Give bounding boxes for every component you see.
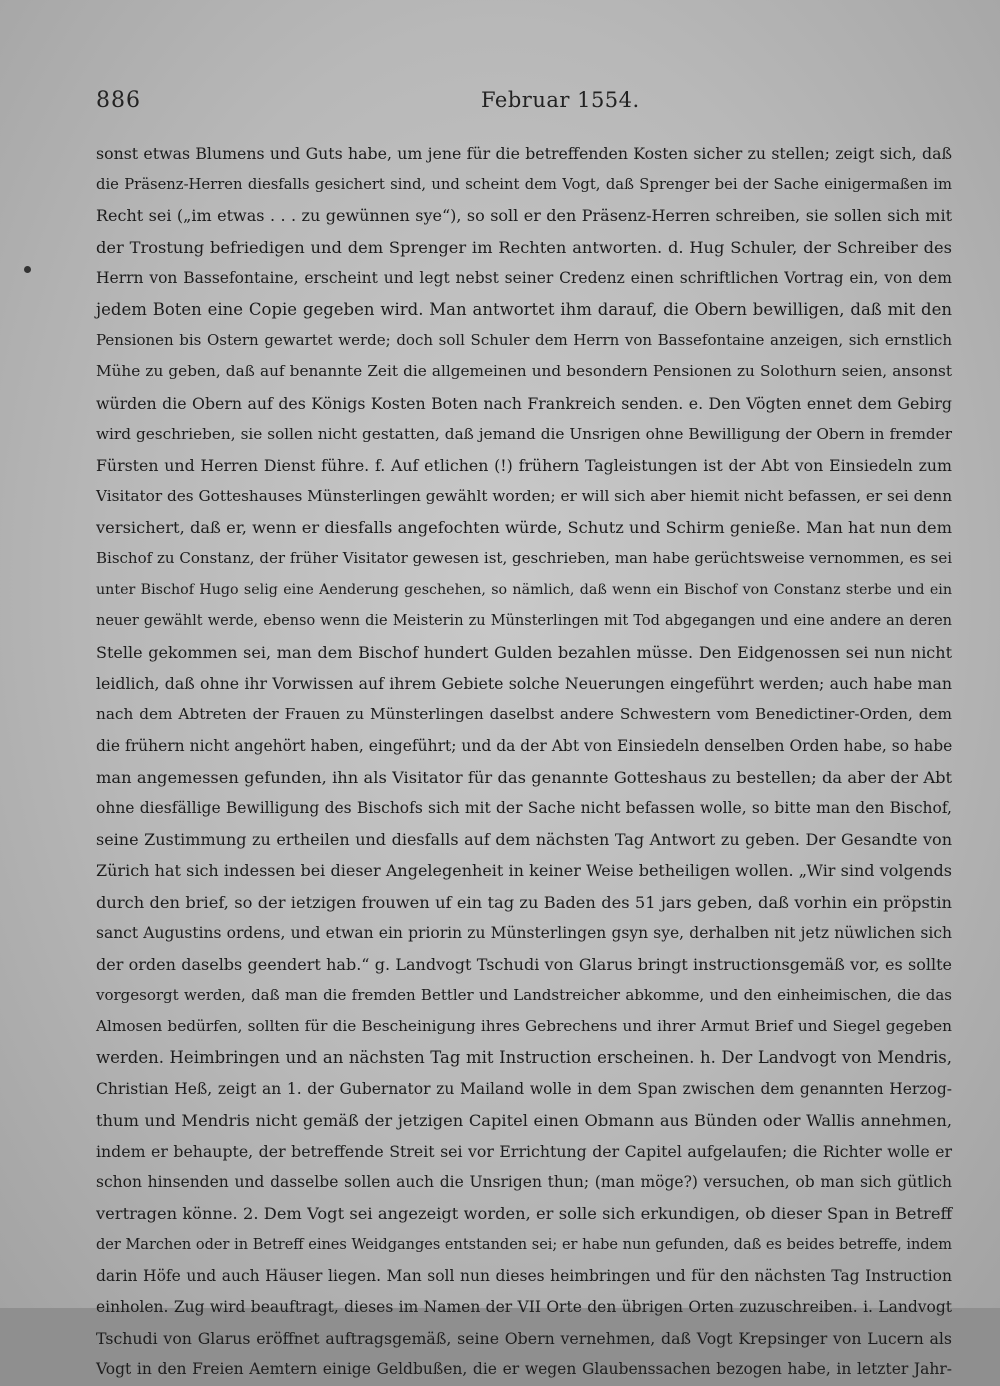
text-line: der Trostung befriedigen und dem Sprenger im Rechten antworten. d. Hug Schuler, der Schreiber des (96, 237, 952, 257)
text-line: sonst etwas Blumens und Guts habe, um jene für die betreffenden Kosten sicher zu stellen; zeigt sich, daß (96, 144, 952, 163)
text-line: wird geschrieben, sie sollen nicht gestatten, daß jemand die Unsrigen ohne Bewilligung der Obern in fremder (96, 424, 952, 443)
text-line: Visitator des Gotteshauses Münsterlingen gewählt worden; er will sich aber hiemit nicht befassen, er sei denn (96, 487, 953, 506)
text-line: indem er behaupte, der betreffende Streit sei vor Errichtung der Capitel aufgelaufen; die Richter wolle er (96, 1142, 952, 1161)
body-text (96, 138, 952, 1386)
text-line: würden die Obern auf des Königs Kosten Boten nach Frankreich senden. e. Den Vögten ennet dem Gebirg (96, 393, 952, 413)
text-line: der Marchen oder in Betreff eines Weidganges entstanden sei; er habe nun gefunden, daß es beides betreffe, indem (96, 1236, 952, 1253)
text-line: schon hinsenden und dasselbe sollen auch die Unsrigen thun; (man möge?) versuchen, ob man sich gütlich (96, 1173, 952, 1192)
text-line: jedem Boten eine Copie gegeben wird. Man antwortet ihm darauf, die Obern bewilligen, daß mit den (96, 299, 952, 319)
text-line: Fürsten und Herren Dienst führe. f. Auf etlichen (!) frühern Tagleistungen ist der Abt von Einsiedeln zum (96, 455, 952, 475)
text-line: werden. Heimbringen und an nächsten Tag mit Instruction erscheinen. h. Der Landvogt von Mendris, (96, 1048, 952, 1068)
text-line: Vogt in den Freien Aemtern einige Geldbußen, die er wegen Glaubenssachen bezogen habe, in letzter Jahr- (96, 1360, 952, 1379)
running-head: Februar 1554. (481, 88, 640, 112)
text-line: versichert, daß er, wenn er diesfalls angefochten würde, Schutz und Schirm genieße. Man hat nun dem (96, 518, 952, 538)
text-line: Stelle gekommen sei, man dem Bischof hundert Gulden bezahlen müsse. Den Eidgenossen sei nun nicht (96, 643, 952, 662)
text-line: leidlich, daß ohne ihr Vorwissen auf ihrem Gebiete solche Neuerungen eingeführt werden; auch habe man (96, 674, 952, 694)
margin-mark (24, 266, 31, 273)
text-line: durch den brief, so der ietzigen frouwen uf ein tag zu Baden des 51 jars geben, daß vorhin ein pröpstin (96, 892, 952, 912)
text-line: thum und Mendris nicht gemäß der jetzigen Capitel einen Obmann aus Bünden oder Wallis annehmen, (96, 1110, 952, 1130)
text-line: einholen. Zug wird beauftragt, dieses im Namen der VII Orte den übrigen Orten zuzuschreiben. i. Landvogt (96, 1297, 952, 1316)
page-header (96, 88, 948, 118)
text-line: die frühern nicht angehört haben, eingeführt; und da der Abt von Einsiedeln denselben Orden habe, so habe (96, 736, 953, 755)
text-line: unter Bischof Hugo selig eine Aenderung geschehen, so nämlich, daß wenn ein Bischof von Constanz sterbe und ein (96, 581, 952, 598)
text-line: seine Zustimmung zu ertheilen und diesfalls auf dem nächsten Tag Antwort zu geben. Der Gesandte von (96, 830, 952, 850)
text-line: die Präsenz-Herren diesfalls gesichert sind, und scheint dem Vogt, daß Sprenger bei der Sache einigermaßen im (96, 176, 952, 194)
text-line: darin Höfe und auch Häuser liegen. Man soll nun dieses heimbringen und für den nächsten Tag Instruction (96, 1266, 952, 1285)
text-line: Bischof zu Constanz, der früher Visitator gewesen ist, geschrieben, man habe gerüchtsweise vernommen, es sei (96, 549, 952, 568)
text-line: vorgesorgt werden, daß man die fremden Bettler und Landstreicher abkomme, und den einheimischen, die das (96, 986, 952, 1005)
text-line: Zürich hat sich indessen bei dieser Angelegenheit in keiner Weise betheiligen wollen. „Wir sind volgends (96, 861, 952, 881)
text-line: ohne diesfällige Bewilligung des Bischofs sich mit der Sache nicht befassen wolle, so bitte man den Bischof, (96, 798, 952, 817)
page-number: 886 (96, 88, 141, 113)
text-line: neuer gewählt werde, ebenso wenn die Meisterin zu Münsterlingen mit Tod abgegangen und eine andere an deren (96, 612, 952, 629)
text-line: Herrn von Bassefontaine, erscheint und legt nebst seiner Credenz einen schriftlichen Vortrag ein, von dem (96, 268, 952, 287)
text-line: Tschudi von Glarus eröffnet auftragsgemäß, seine Obern vernehmen, daß Vogt Krepsinger von Lucern als (96, 1329, 952, 1349)
text-line: nach dem Abtreten der Frauen zu Münsterlingen daselbst andere Schwestern vom Benedictiner-Orden, dem (96, 705, 952, 724)
text-line: der orden daselbs geendert hab.“ g. Landvogt Tschudi von Glarus bringt instructionsgemäß vor, es sollte (96, 954, 952, 974)
text-line: Mühe zu geben, daß auf benannte Zeit die allgemeinen und besondern Pensionen zu Solothurn seien, ansonst (96, 362, 952, 381)
text-line: man angemessen gefunden, ihn als Visitator für das genannte Gotteshaus zu bestellen; da aber der Abt (96, 767, 952, 787)
text-line: vertragen könne. 2. Dem Vogt sei angezeigt worden, er solle sich erkundigen, ob dieser Span in Betreff (96, 1204, 952, 1224)
text-line: Christian Heß, zeigt an 1. der Gubernator zu Mailand wolle in dem Span zwischen dem genannten Herzog- (96, 1079, 952, 1098)
text-line: Almosen bedürfen, sollten für die Bescheinigung ihres Gebrechens und ihrer Armut Brief und Siegel gegeben (96, 1017, 952, 1036)
text-line: Recht sei („im etwas . . . zu gewünnen sye“), so soll er den Präsenz-Herren schreiben, sie sollen sich mit (96, 206, 952, 226)
text-line: sanct Augustins ordens, und etwan ein priorin zu Münsterlingen gsyn sye, derhalben nit jetz nüwlichen sich (96, 923, 952, 942)
text-line: Pensionen bis Ostern gewartet werde; doch soll Schuler dem Herrn von Bassefontaine anzeigen, sich ernstlich (96, 331, 952, 350)
